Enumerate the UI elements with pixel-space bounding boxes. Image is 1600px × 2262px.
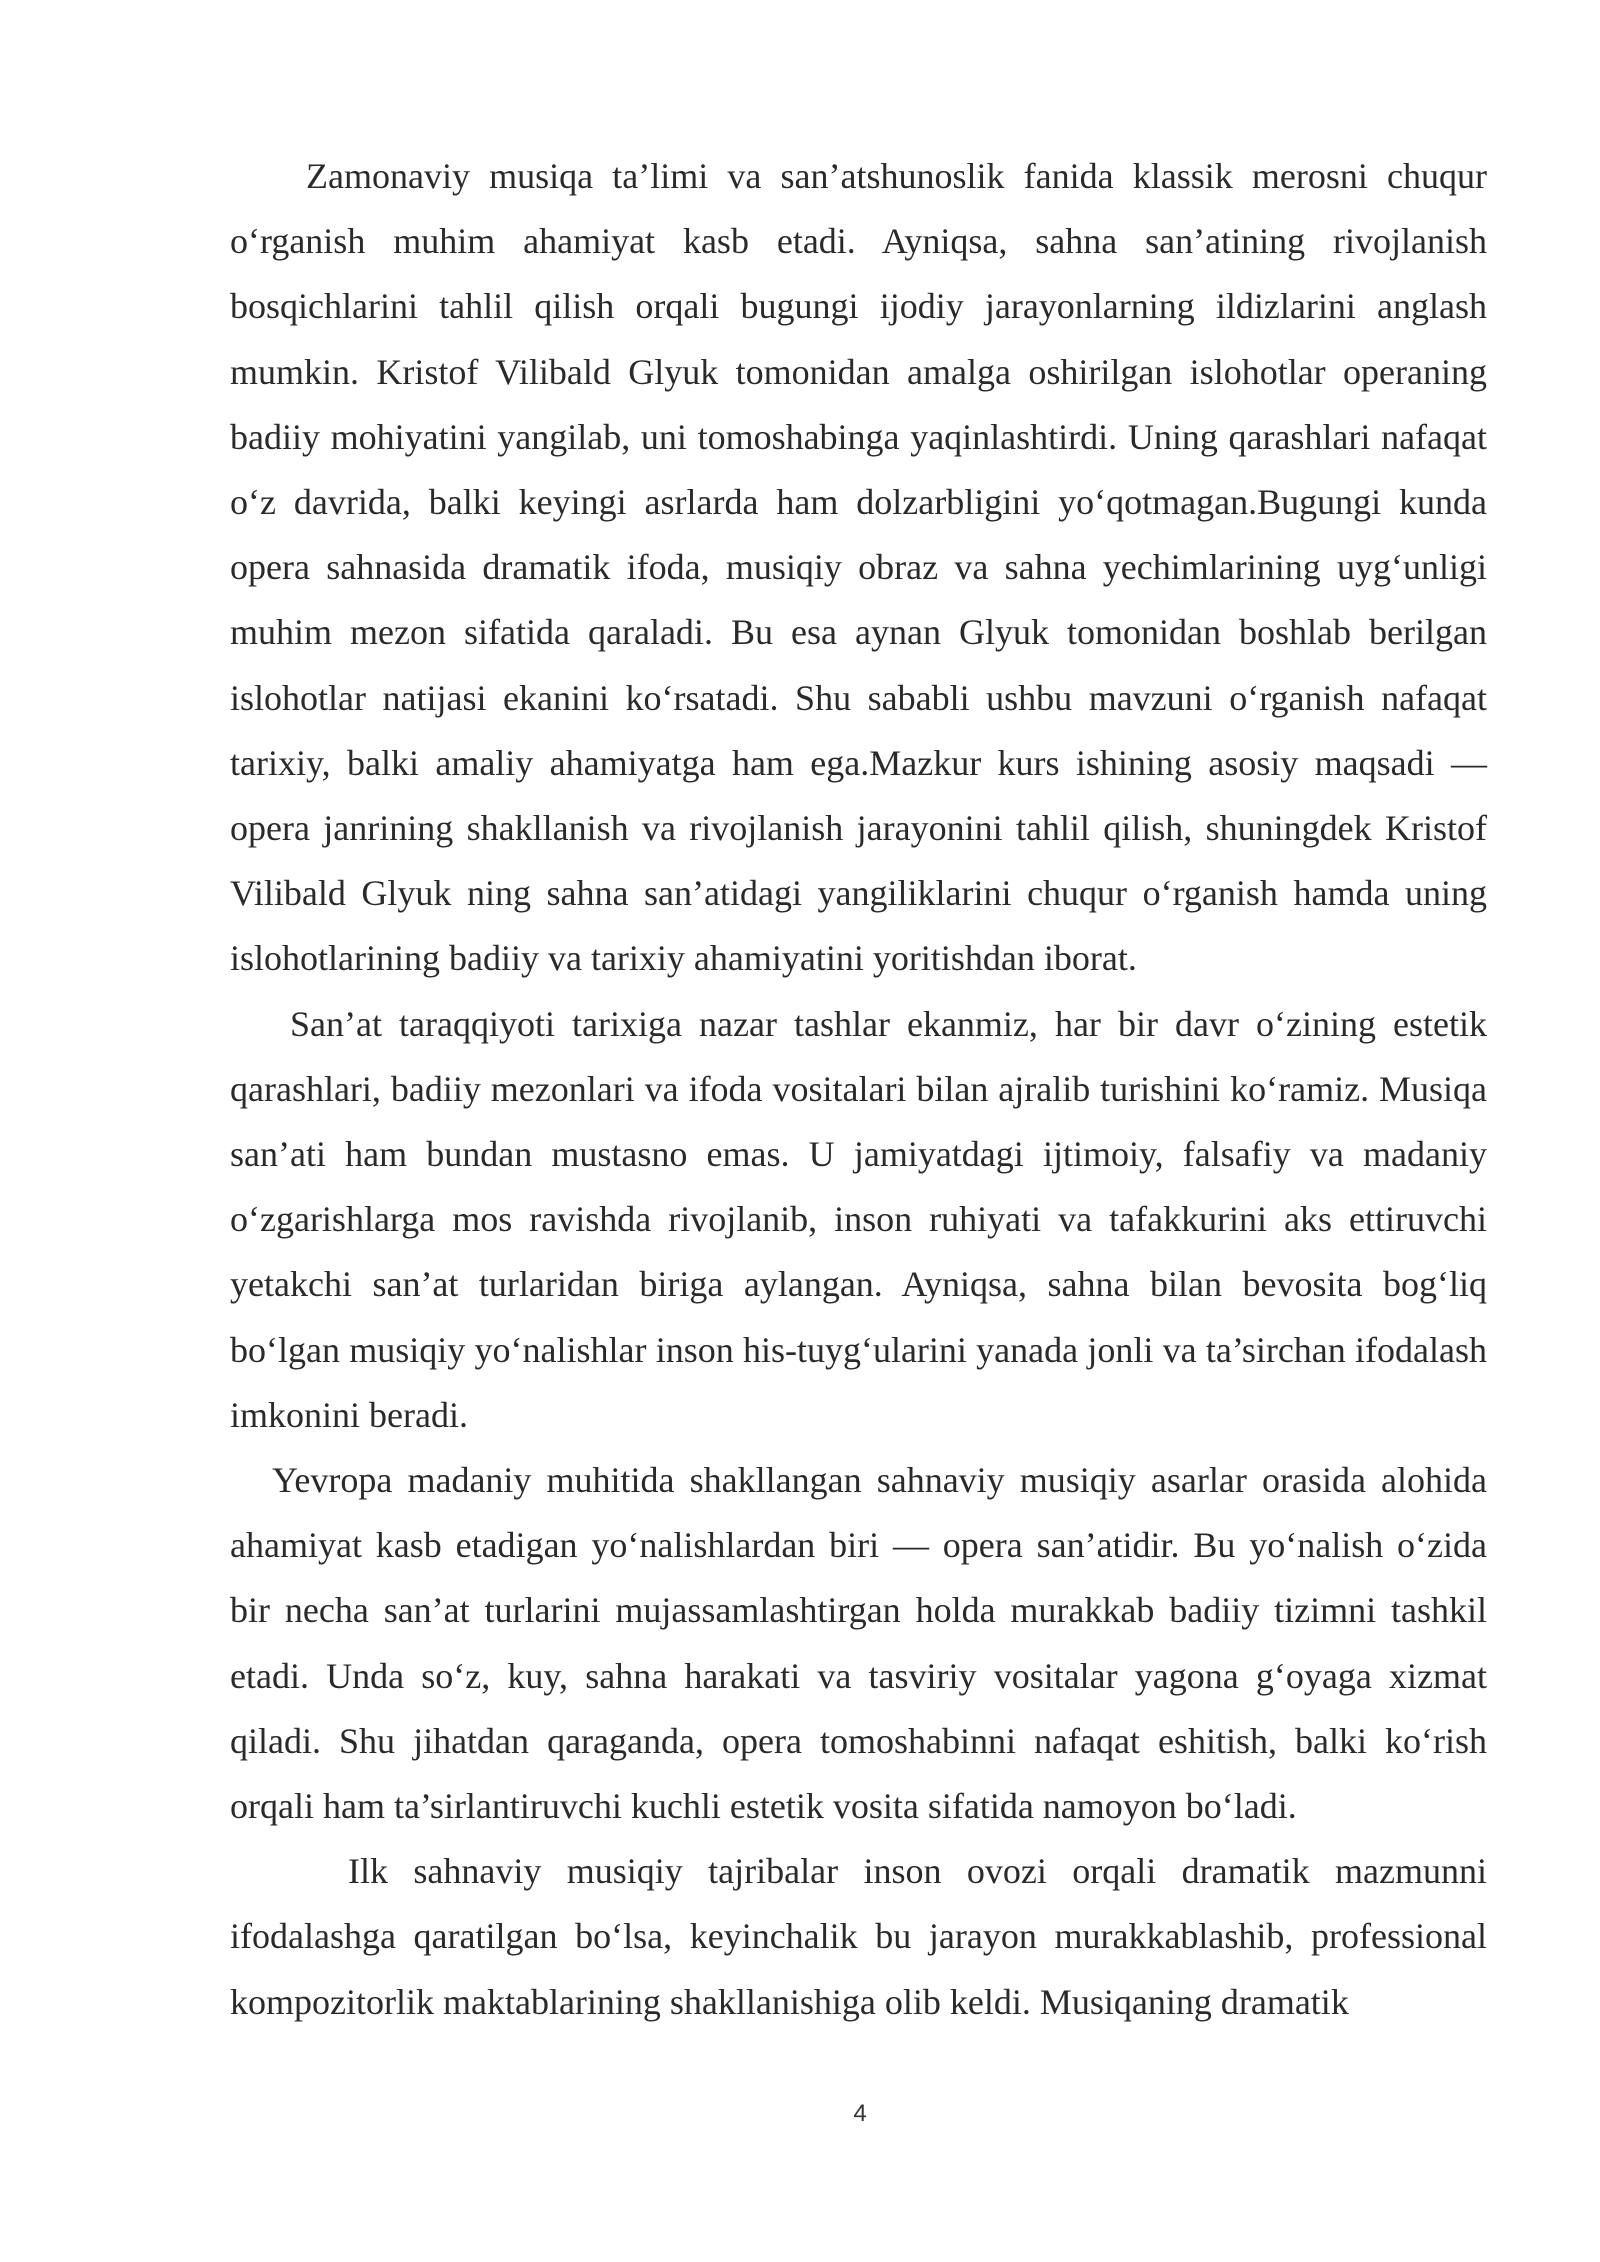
paragraph-art-history: San’at taraqqiyoti tarixiga nazar tashlar ekanmiz, har bir davr o‘zining estetik qarashlari, badiiy mezonlari va ifoda vositalari bilan ajralib turishini ko‘ramiz. Musiqa san’ati ham bundan mustasno emas. U jamiyatdagi ijtimoiy, falsafiy va madaniy o‘zgarishlarga mos ravishda rivojlanib, inson ruhiyati va tafakkurini aks ettiruvchi yetakchi san’at turlaridan biriga aylangan. Ayniqsa, sahna bilan bevosita bog‘liq bo‘lgan musiqiy yo‘nalishlar inson his-tuyg‘ularini yanada jonli va ta’sirchan ifodalash imkonini beradi. (230, 1003, 1487, 1435)
paragraph-european-opera: Yevropa madaniy muhitida shakllangan sahnaviy musiqiy asarlar orasida alohida ahamiyat kasb etadigan yo‘nalishlardan biri — opera san’atidir. Bu yo‘nalish o‘zida bir necha san’at turlarini mujassamlashtirgan holda murakkab badiiy tizimni tashkil etadi. Unda so‘z, kuy, sahna harakati va tasviriy vositalar yagona g‘oyaga xizmat qiladi. Shu jihatdan qaraganda, opera tomoshabinni nafaqat eshitish, balki ko‘rish orqali ham ta’sirlantiruvchi kuchli estetik vosita sifatida namoyon bo‘ladi. (230, 1460, 1487, 1827)
paragraph-intro: Zamonaviy musiqa ta’limi va san’atshunoslik fanida klassik merosni chuqur o‘rganish muhim ahamiyat kasb etadi. Ayniqsa, sahna san’atining rivojlanish bosqichlarini tahlil qilish orqali bugungi ijodiy jarayonlarning ildizlarini anglash mumkin. Kristof Vilibald Glyuk tomonidan amalga oshirilgan islohotlar operaning badiiy mohiyatini yangilab, uni tomoshabinga yaqinlashtirdi. Uning qarashlari nafaqat o‘z davrida, balki keyingi asrlarda ham dolzarbligini yo‘qotmagan.Bugungi kunda opera sahnasida dramatik ifoda, musiqiy obraz va sahna yechimlarining uyg‘unligi muhim mezon sifatida qaraladi. Bu esa aynan Glyuk tomonidan boshlab berilgan islohotlar natijasi ekanini ko‘rsatadi. Shu sababli ushbu mavzuni o‘rganish nafaqat tarixiy, balki amaliy ahamiyatga ham ega.Mazkur kurs ishining asosiy maqsadi — opera janrining shakllanish va rivojlanish jarayonini tahlil qilish, shuningdek Kristof Vilibald Glyuk ning sahna san’atidagi yangiliklarini chuqur o‘rganish hamda uning islohotlarining badiiy va tarixiy ahamiyatini yoritishdan iborat. (230, 156, 1487, 979)
page-number: 4 (853, 2100, 867, 2127)
body-text (230, 144, 1487, 2035)
paragraph-early-experiments: Ilk sahnaviy musiqiy tajribalar inson ovozi orqali dramatik mazmunni ifodalashga qaratilgan bo‘lsa, keyinchalik bu jarayon murakkablashib, professional kompozitorlik maktablarining shakllanishiga olib keldi. Musiqaning dramatik (230, 1851, 1487, 2022)
